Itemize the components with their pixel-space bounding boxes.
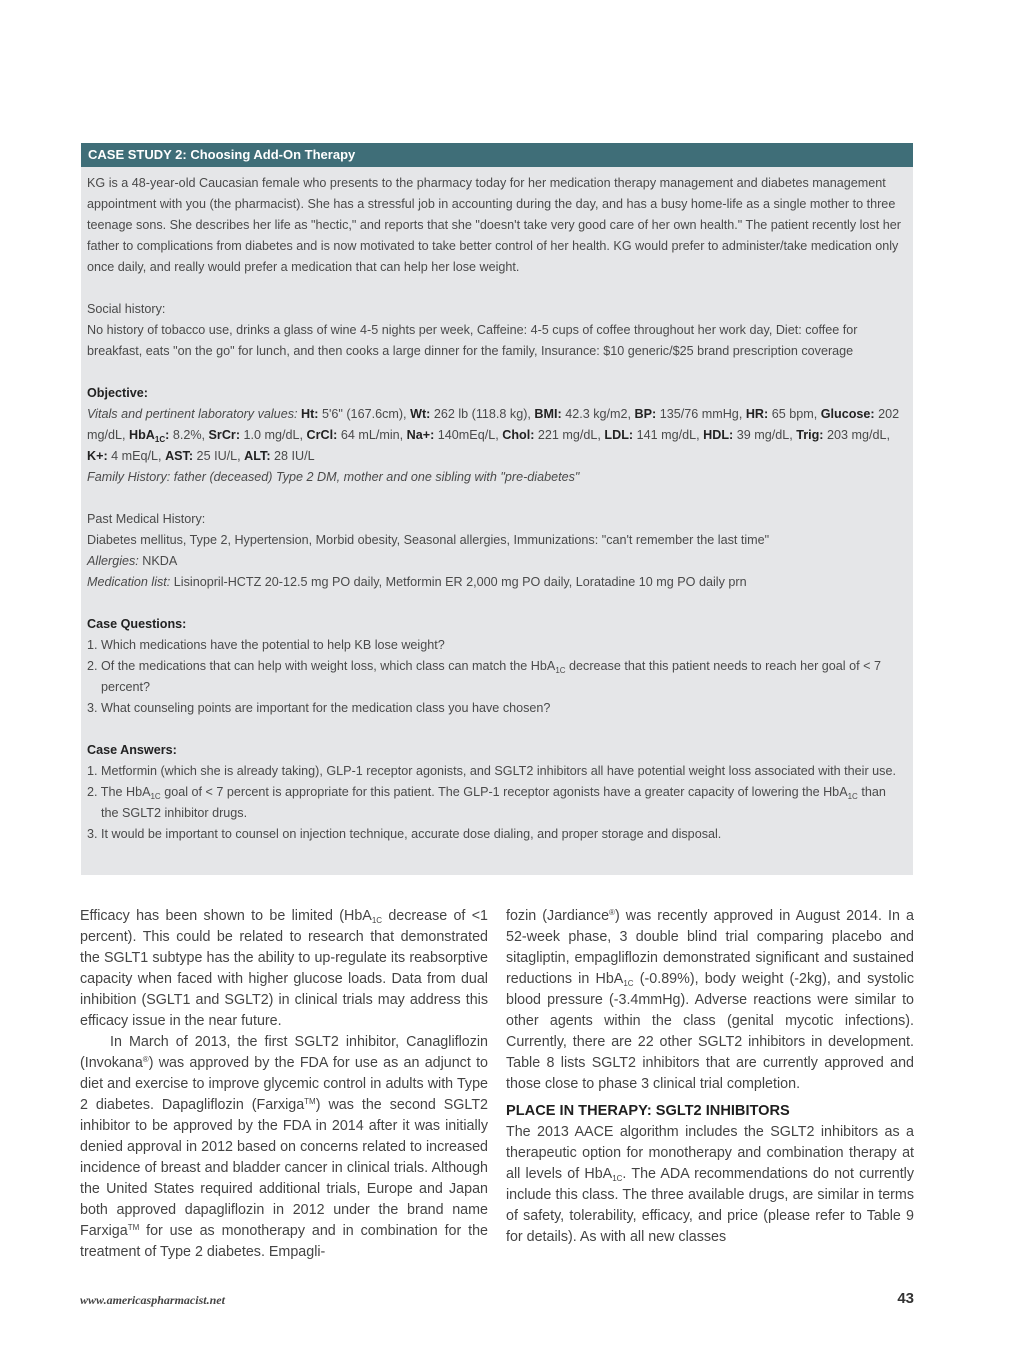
srcr-value: 1.0 mg/dL,	[240, 428, 307, 442]
page-number: 43	[897, 1290, 914, 1307]
answer-2-subscript-2: 1C	[847, 792, 858, 801]
right-p2-part-a: The 2013 AACE algorithm includes the SGLT2 inhibitors as a therapeutic option for monotherapy and combination therapy at all levels of HbA	[506, 1124, 914, 1182]
trig-value: 203 mg/dL,	[823, 428, 891, 442]
social-history-text: No history of tobacco use, drinks a glass of wine 4-5 nights per week, Caffeine: 4-5 cups of coffee throughout her work day, Diet: coffee for breakfast, eats "on the go" for lunch, and then cooks a large dinner for the family, Insurance: $10 generic/$25 brand prescription coverage	[87, 323, 858, 358]
hdl-label: HDL:	[703, 428, 734, 442]
right-column	[506, 906, 914, 1248]
question-2-subscript: 1C	[555, 666, 566, 675]
hr-label: HR:	[745, 407, 769, 421]
answer-2	[87, 782, 905, 824]
right-p1-subscript: 1C	[623, 979, 634, 988]
k-label: K+:	[87, 449, 108, 463]
hr-value: 65 bpm,	[768, 407, 821, 421]
wt-label: Wt:	[410, 407, 431, 421]
bp-value: 135/76 mmHg,	[656, 407, 746, 421]
alt-label: ALT:	[244, 449, 271, 463]
bmi-value: 42.3 kg/m2,	[561, 407, 635, 421]
right-p2-subscript: 1C	[612, 1174, 623, 1183]
answer-2-part-c: than the SGLT2 inhibitor drugs.	[101, 785, 886, 820]
glucose-value: 202 mg/dL,	[87, 407, 900, 442]
hba1c-label-text: HbA	[129, 428, 155, 442]
left-paragraph-2	[80, 1032, 488, 1263]
vitals-label: Vitals and pertinent laboratory values:	[87, 407, 298, 421]
left-p2-part-a: In March of 2013, the first SGLT2 inhibitor, Canagliflozin (Invokana	[80, 1034, 488, 1071]
right-paragraph-2	[506, 1122, 914, 1248]
right-p1-part-a: fozin (Jardiance	[506, 908, 610, 924]
case-questions-title: Case Questions:	[87, 617, 187, 631]
crcl-label: CrCl:	[306, 428, 338, 442]
bp-label: BP:	[634, 407, 657, 421]
right-p1-part-b: ) was recently approved in August 2014. In a 52-week phase, 3 double blind trial comparing placebo and sitagliptin, empagliflozin demonstrated significant and sustained reductions in HbA	[506, 908, 914, 987]
k-value: 4 mEq/L,	[107, 449, 166, 463]
registered-mark: ®	[609, 908, 615, 917]
registered-mark: ®	[142, 1055, 149, 1064]
answer-1: 1. Metformin (which she is already taking), GLP-1 receptor agonists, and SGLT2 inhibitors all have potential weight loss associated with their use.	[87, 764, 896, 778]
na-label: Na+:	[406, 428, 435, 442]
hba1c-value: 8.2%,	[169, 428, 209, 442]
glucose-label: Glucose:	[820, 407, 875, 421]
chol-value: 221 mg/dL,	[534, 428, 605, 442]
left-p1-part-b: decrease of <1 percent). This could be related to research that demonstrated the SGLT1 subtype has the ability to up-regulate its reabsorptive capacity when faced with higher glucose loads. Data from dual inhibition (SGLT1 and SGLT2) in clinical trials may address this efficacy issue in the near future.	[80, 908, 488, 1029]
question-3: 3. What counseling points are important for the medication class you have chosen?	[87, 701, 551, 715]
vitals-paragraph	[87, 404, 905, 467]
medication-list-value: Lisinopril-HCTZ 20-12.5 mg PO daily, Metformin ER 2,000 mg PO daily, Loratadine 10 mg PO daily prn	[170, 575, 747, 589]
answer-2-part-a: 2. The HbA	[87, 785, 151, 799]
right-paragraph-1	[506, 906, 914, 1095]
medication-list-label: Medication list:	[87, 575, 171, 589]
objective-title: Objective:	[87, 386, 148, 400]
wt-value: 262 lb (118.8 kg),	[430, 407, 535, 421]
right-p2-part-b: . The ADA recommendations do not currently include this class. The three available drugs, are similar in terms of safety, tolerability, efficacy, and price (please refer to Table 9 for details). As with all new classes	[506, 1166, 914, 1245]
chol-label: Chol:	[502, 428, 535, 442]
crcl-value: 64 mL/min,	[337, 428, 407, 442]
bmi-label: BMI:	[534, 407, 562, 421]
question-1: 1. Which medications have the potential to help KB lose weight?	[87, 638, 445, 652]
answer-2-part-b: goal of < 7 percent is appropriate for this patient. The GLP-1 receptor agonists have a greater capacity of lowering the HbA	[160, 785, 848, 799]
hba1c-label	[129, 428, 169, 442]
left-p2-part-b: ) was approved by the FDA for use as an adjunct to diet and exercise to improve glycemic control in adults with Type 2 diabetes. Dapagliflozin (Farxiga	[80, 1055, 488, 1113]
hdl-value: 39 mg/dL,	[733, 428, 797, 442]
alt-value: 28 IU/L	[270, 449, 315, 463]
allergies-line	[87, 551, 905, 572]
social-history-label: Social history:	[87, 302, 166, 316]
trig-label: Trig:	[796, 428, 824, 442]
case-answers-title: Case Answers:	[87, 743, 177, 757]
case-study-body	[81, 167, 913, 845]
allergies-value: NKDA	[138, 554, 178, 568]
footer-website-url[interactable]: www.americaspharmacist.net	[80, 1293, 225, 1307]
answer-2-subscript-1: 1C	[150, 792, 161, 801]
ast-value: 25 IU/L,	[193, 449, 245, 463]
pmh-label: Past Medical History:	[87, 512, 206, 526]
question-2-part-a: 2. Of the medications that can help with weight loss, which class can match the HbA	[87, 659, 556, 673]
case-study-box	[81, 143, 913, 875]
hba1c-subscript: 1C	[154, 435, 166, 444]
case-intro: KG is a 48-year-old Caucasian female who presents to the pharmacy today for her medication therapy management and diabetes management appointment with you (the pharmacist). She has a stressful job in accounting during the day, and has a busy home-life as a single mother to three teenage sons. She describes her life as "hectic," and reports that she "doesn't take very good care of her own health." The patient recently lost her father to complications from diabetes and is now motivated to take better control of her health. KG would prefer to administer/take medication only once daily, and really would prefer a medication that can help her lose weight.	[87, 176, 901, 274]
right-p1-part-c: (-0.89%), body weight (-2kg), and systolic blood pressure (-3.4mmHg). Adverse reactions were similar to other agents within the class (genital mycotic infections). Currently, there are 22 other SGLT2 inhibitors in development. Table 8 lists SGLT2 inhibitors that are currently approved and those close to phase 3 clinical trial completion.	[506, 971, 914, 1092]
ht-label: Ht:	[301, 407, 319, 421]
left-p2-part-c: ) was the second SGLT2 inhibitor to be approved by the FDA in 2014 after it was initially denied approval in 2012 based on concerns related to increased incidence of breast and bladder cancer in clinical trials. Although the United States required additional trials, Europe and Japan both approved dapagliflozin in 2012 under the brand name Farxiga	[80, 1097, 488, 1239]
medication-list-line	[87, 572, 905, 593]
question-2	[87, 656, 905, 698]
case-study-title: CASE STUDY 2: Choosing Add-On Therapy	[81, 143, 913, 167]
ldl-label: LDL:	[604, 428, 634, 442]
ldl-value: 141 mg/dL,	[633, 428, 704, 442]
ht-value: 5'6" (167.6cm),	[318, 407, 411, 421]
trademark-mark-2: TM	[127, 1223, 140, 1232]
question-2-part-b: decrease that this patient needs to reach her goal of < 7 percent?	[101, 659, 881, 694]
srcr-label: SrCr:	[208, 428, 241, 442]
hba1c-colon: :	[165, 428, 170, 442]
allergies-label: Allergies:	[87, 554, 139, 568]
left-column	[80, 906, 488, 1263]
section-heading: PLACE IN THERAPY: SGLT2 INHIBITORS	[506, 1103, 790, 1119]
trademark-mark: TM	[304, 1097, 316, 1106]
left-paragraph-1	[80, 906, 488, 1032]
left-p1-part-a: Efficacy has been shown to be limited (HbA	[80, 908, 372, 924]
ast-label: AST:	[165, 449, 194, 463]
family-history: Family History: father (deceased) Type 2 DM, mother and one sibling with "pre-diabetes"	[87, 470, 580, 484]
pmh-text: Diabetes mellitus, Type 2, Hypertension, Morbid obesity, Seasonal allergies, Immunizations: "can't remember the last time"	[87, 533, 770, 547]
left-p1-subscript: 1C	[371, 916, 383, 925]
na-value: 140mEq/L,	[434, 428, 503, 442]
answer-3: 3. It would be important to counsel on injection technique, accurate dose dialing, and proper storage and disposal.	[87, 827, 722, 841]
left-p2-part-d: for use as monotherapy and in combination for the treatment of Type 2 diabetes. Empagli-	[80, 1223, 488, 1260]
